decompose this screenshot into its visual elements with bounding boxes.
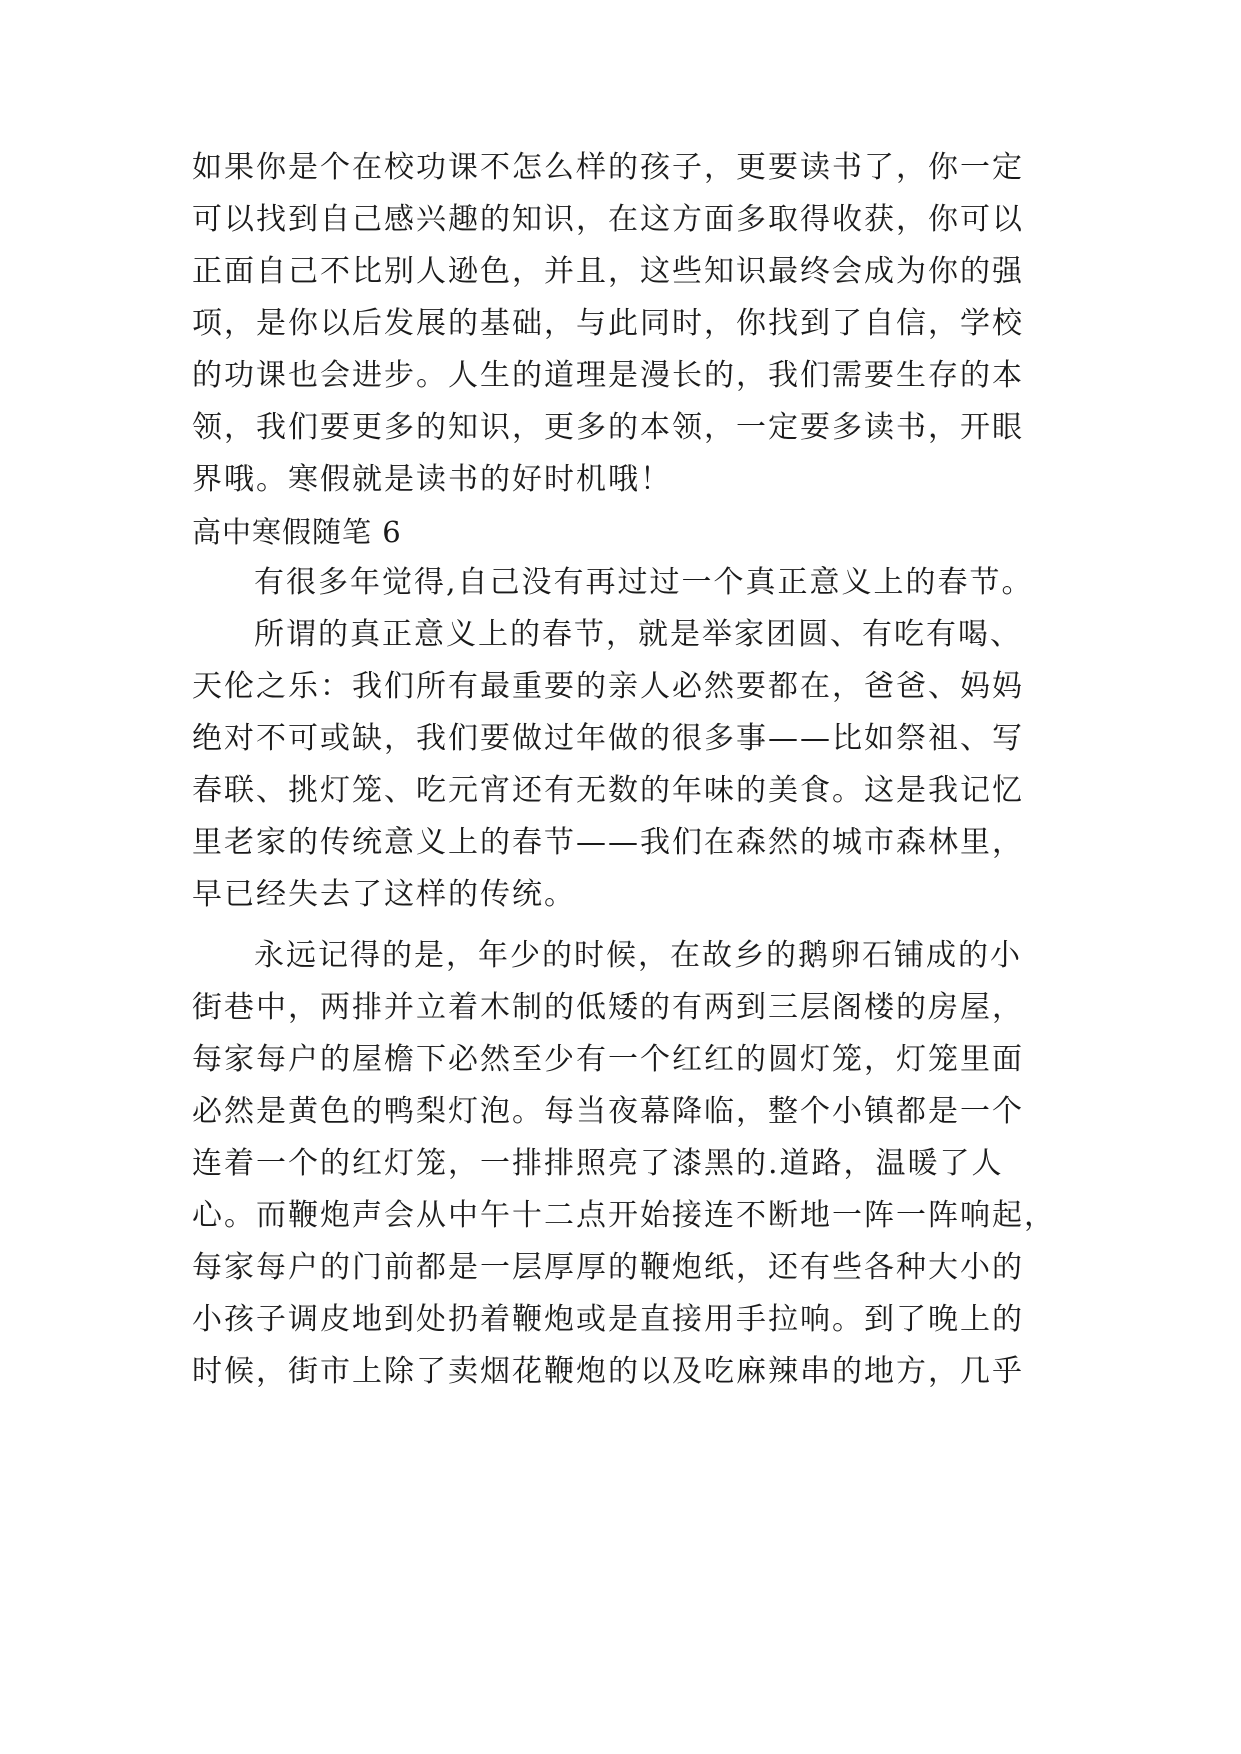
text-line: 时候，街市上除了卖烟花鞭炮的以及吃麻辣串的地方，几乎 <box>192 1354 1024 1389</box>
text-line: 心。而鞭炮声会从中午十二点开始接连不断地一阵一阵响起， <box>192 1198 1056 1233</box>
text-line: 所谓的真正意义上的春节，就是举家团圆、有吃有喝、 <box>254 617 1022 652</box>
text-line: 的功课也会进步。人生的道理是漫长的，我们需要生存的本 <box>192 358 1024 393</box>
text-line: 项，是你以后发展的基础，与此同时，你找到了自信，学校 <box>192 306 1024 341</box>
text-line: 每家每户的门前都是一层厚厚的鞭炮纸，还有些各种大小的 <box>192 1250 1024 1285</box>
text-line: 每家每户的屋檐下必然至少有一个红红的圆灯笼，灯笼里面 <box>192 1042 1024 1077</box>
text-line: 可以找到自己感兴趣的知识，在这方面多取得收获，你可以 <box>192 202 1024 237</box>
text-line: 小孩子调皮地到处扔着鞭炮或是直接用手拉响。到了晚上的 <box>192 1302 1024 1337</box>
text-line: 街巷中，两排并立着木制的低矮的有两到三层阁楼的房屋， <box>192 990 1024 1025</box>
text-line: 有很多年觉得,自己没有再过过一个真正意义上的春节。 <box>254 565 1034 600</box>
text-line: 如果你是个在校功课不怎么样的孩子，更要读书了，你一定 <box>192 150 1024 185</box>
text-line: 永远记得的是，年少的时候，在故乡的鹅卵石铺成的小 <box>254 938 1022 973</box>
text-line: 早已经失去了这样的传统。 <box>192 877 576 912</box>
text-line: 里老家的传统意义上的春节——我们在森然的城市森林里， <box>192 825 1024 860</box>
text-line: 必然是黄色的鸭梨灯泡。每当夜幕降临，整个小镇都是一个 <box>192 1094 1024 1129</box>
text-line: 连着一个的红灯笼，一排排照亮了漆黑的.道路，温暖了人 <box>192 1146 1004 1181</box>
text-line: 正面自己不比别人逊色，并且，这些知识最终会成为你的强 <box>192 254 1024 289</box>
text-line: 领，我们要更多的知识，更多的本领，一定要多读书，开眼 <box>192 410 1024 445</box>
text-line: 春联、挑灯笼、吃元宵还有无数的年味的美食。这是我记忆 <box>192 773 1024 808</box>
section-title: 高中寒假随笔 6 <box>192 515 402 549</box>
text-line: 绝对不可或缺，我们要做过年做的很多事——比如祭祖、写 <box>192 721 1024 756</box>
text-line: 界哦。寒假就是读书的好时机哦！ <box>192 462 672 497</box>
text-line: 天伦之乐：我们所有最重要的亲人必然要都在，爸爸、妈妈 <box>192 669 1024 704</box>
